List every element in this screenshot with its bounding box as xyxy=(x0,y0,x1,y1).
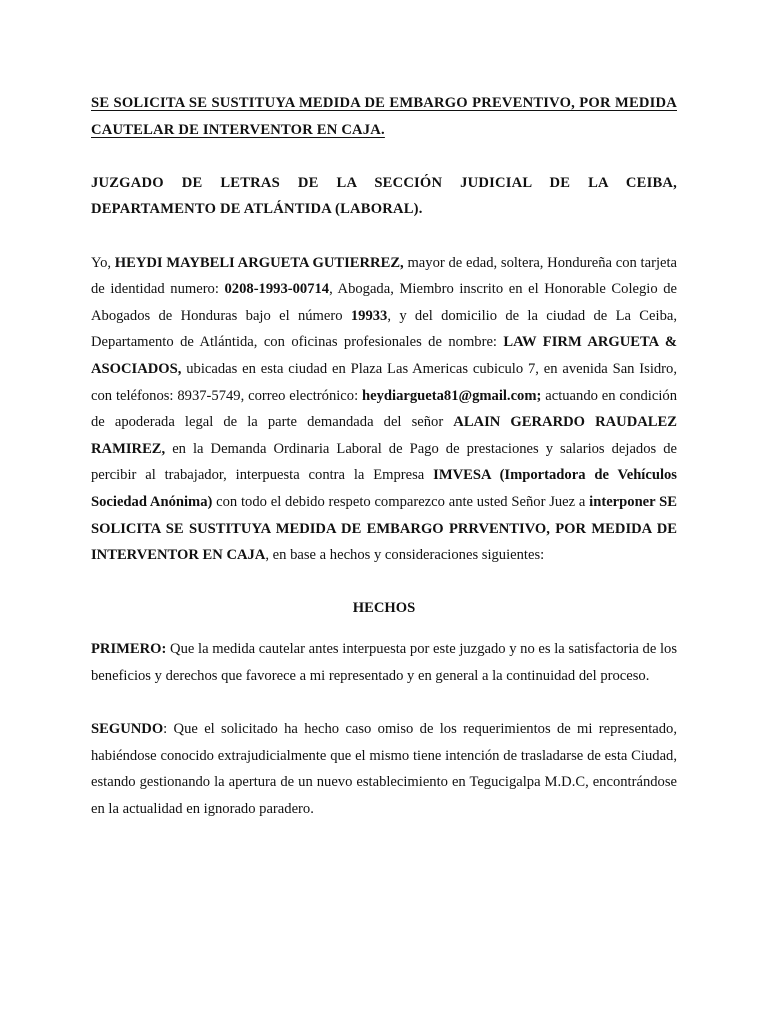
document-title: SE SOLICITA SE SUSTITUYA MEDIDA DE EMBARGO PREVENTIVO, POR MEDIDA CAUTELAR DE INTERVENTOR EN CAJA. xyxy=(91,95,677,138)
intro-paragraph xyxy=(91,250,677,569)
document-page xyxy=(91,90,677,823)
segundo-paragraph xyxy=(91,716,677,822)
id-number: 0208-1993-00714 xyxy=(224,281,330,298)
intro-text: , y del domicilio de la ciudad de La Ceiba, Departamento de Atlántida, con oficinas profesionales de nombre: xyxy=(91,307,677,351)
primero-paragraph xyxy=(91,636,677,689)
intro-text: con todo el debido respeto comparezco ante usted Señor Juez a xyxy=(212,493,590,510)
primero-label: PRIMERO: xyxy=(91,641,167,658)
intro-text: en la Demanda Ordinaria Laboral de Pago de prestaciones y salarios dejados de percibir al trabajador, interpuesta contra la Empresa xyxy=(91,440,677,484)
primero-text: Que la medida cautelar antes interpuesta por este juzgado y no es la satisfactoria de los beneficios y derechos que favorece a mi representado y en general a la continuidad del proceso. xyxy=(91,641,677,685)
segundo-text: : Que el solicitado ha hecho caso omiso de los requerimientos de mi representado, habiéndose conocido extrajudicialmente que el mismo tiene intención de trasladarse de esta Ciudad, estando gestionando la apertura de un nuevo establecimiento en Tegucigalpa M.D.C, encontrándose en la actualidad en ignorado paradero. xyxy=(91,721,677,818)
hechos-heading: HECHOS xyxy=(352,600,416,617)
email-address: heydiargueta81@gmail.com; xyxy=(362,387,542,404)
client-name: ALAIN GERARDO RAUDALEZ RAMIREZ, xyxy=(91,414,677,457)
court-heading: JUZGADO DE LETRAS DE LA SECCIÓN JUDICIAL DE LA CEIBA, DEPARTAMENTO DE ATLÁNTIDA (LABORAL). xyxy=(91,174,677,218)
request-text: interponer SE SOLICITA SE SUSTITUYA MEDIDA DE EMBARGO PRRVENTIVO, POR MEDIDA DE INTERVENTOR EN CAJA xyxy=(91,493,678,564)
intro-text: Yo, xyxy=(91,254,115,271)
attorney-name: HEYDI MAYBELI ARGUETA GUTIERREZ, xyxy=(114,254,404,271)
company-name: IMVESA (Importadora de Vehículos Sociedad Anónima) xyxy=(91,467,677,510)
law-firm-name: LAW FIRM ARGUETA & ASOCIADOS, xyxy=(91,334,677,377)
intro-text: , Abogada, Miembro inscrito en el Honorable Colegio de Abogados de Honduras bajo el número xyxy=(91,281,677,324)
intro-text: , en base a hechos y consideraciones siguientes: xyxy=(265,547,545,564)
intro-text: ubicadas en esta ciudad en Plaza Las Americas cubiculo 7, en avenida San Isidro, con teléfonos: 8937-5749, correo electrónico: xyxy=(91,360,677,404)
intro-text: actuando en condición de apoderada legal de la parte demandada del señor xyxy=(91,387,677,431)
bar-number: 19933 xyxy=(350,307,388,324)
intro-text: mayor de edad, soltera, Hondureña con tarjeta de identidad numero: xyxy=(91,254,678,298)
segundo-label: SEGUNDO xyxy=(91,721,164,738)
